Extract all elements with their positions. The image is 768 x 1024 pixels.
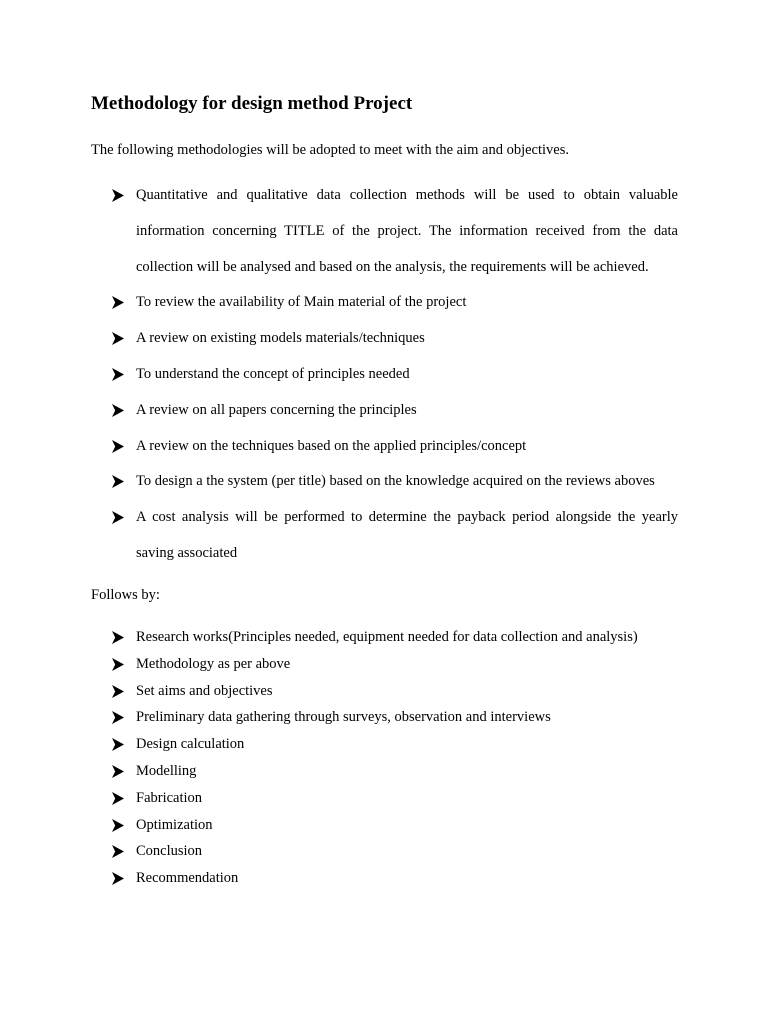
arrowhead-bullet-icon [112, 792, 124, 805]
page-title: Methodology for design method Project [91, 93, 413, 114]
list-item-text: To design a the system (per title) based on the knowledge acquired on the reviews aboves [136, 473, 655, 490]
arrowhead-bullet-icon [112, 765, 124, 778]
list-item [112, 285, 678, 321]
list-item-text: Methodology as per above [136, 655, 291, 672]
arrowhead-bullet-icon [112, 845, 124, 858]
list-item [112, 500, 678, 572]
list-item-text: Conclusion [136, 843, 203, 860]
list-item [112, 357, 678, 393]
arrowhead-bullet-icon [112, 658, 124, 671]
arrowhead-bullet-icon [112, 189, 124, 202]
list-item-text: Quantitative and qualitative data collection methods will be used to obtain valuable information concerning TITLE of the project. The information received from the data collection will be analysed and based on the analysis, the requirements will be achieved. [136, 187, 678, 275]
list-item-text: To review the availability of Main material of the project [136, 294, 467, 311]
list-item [112, 704, 712, 731]
arrowhead-bullet-icon [112, 631, 124, 644]
arrowhead-bullet-icon [112, 332, 124, 345]
list-item [112, 785, 712, 812]
list-item-text: Research works(Principles needed, equipment needed for data collection and analysis) [136, 629, 638, 645]
list-item [112, 624, 712, 651]
list-item [112, 393, 678, 429]
list-item-text: Optimization [136, 816, 213, 833]
list-item-text: A cost analysis will be performed to determine the payback period alongside the yearly saving associated [136, 509, 678, 561]
intro-paragraph: The following methodologies will be adopted to meet with the aim and objectives. [91, 142, 569, 158]
list-item-text: A review on existing models materials/techniques [136, 330, 425, 347]
steps-list [112, 624, 712, 892]
list-item-text: A review on all papers concerning the principles [136, 401, 417, 418]
list-item [112, 865, 712, 892]
arrowhead-bullet-icon [112, 475, 124, 488]
list-item [112, 651, 712, 678]
list-item-text: Set aims and objectives [136, 682, 273, 699]
list-item [112, 731, 712, 758]
arrowhead-bullet-icon [112, 404, 124, 417]
arrowhead-bullet-icon [112, 711, 124, 724]
list-item-text: Fabrication [136, 789, 203, 806]
methodology-list [112, 178, 678, 572]
list-item [112, 321, 678, 357]
arrowhead-bullet-icon [112, 872, 124, 885]
arrowhead-bullet-icon [112, 685, 124, 698]
list-item-text: Modelling [136, 762, 197, 779]
arrowhead-bullet-icon [112, 296, 124, 309]
arrowhead-bullet-icon [112, 368, 124, 381]
list-item [112, 464, 678, 500]
list-item [112, 178, 678, 285]
arrowhead-bullet-icon [112, 440, 124, 453]
follows-by-label: Follows by: [91, 587, 160, 603]
list-item-text: To understand the concept of principles needed [136, 365, 410, 382]
list-item-text: Recommendation [136, 870, 239, 887]
list-item-text: A review on the techniques based on the applied principles/concept [136, 437, 527, 454]
list-item [112, 838, 712, 865]
list-item [112, 678, 712, 705]
arrowhead-bullet-icon [112, 819, 124, 832]
list-item [112, 758, 712, 785]
list-item [112, 429, 678, 465]
list-item-text: Design calculation [136, 736, 245, 753]
arrowhead-bullet-icon [112, 511, 124, 524]
arrowhead-bullet-icon [112, 738, 124, 751]
list-item-text: Preliminary data gathering through surveys, observation and interviews [136, 709, 551, 726]
list-item [112, 812, 712, 839]
